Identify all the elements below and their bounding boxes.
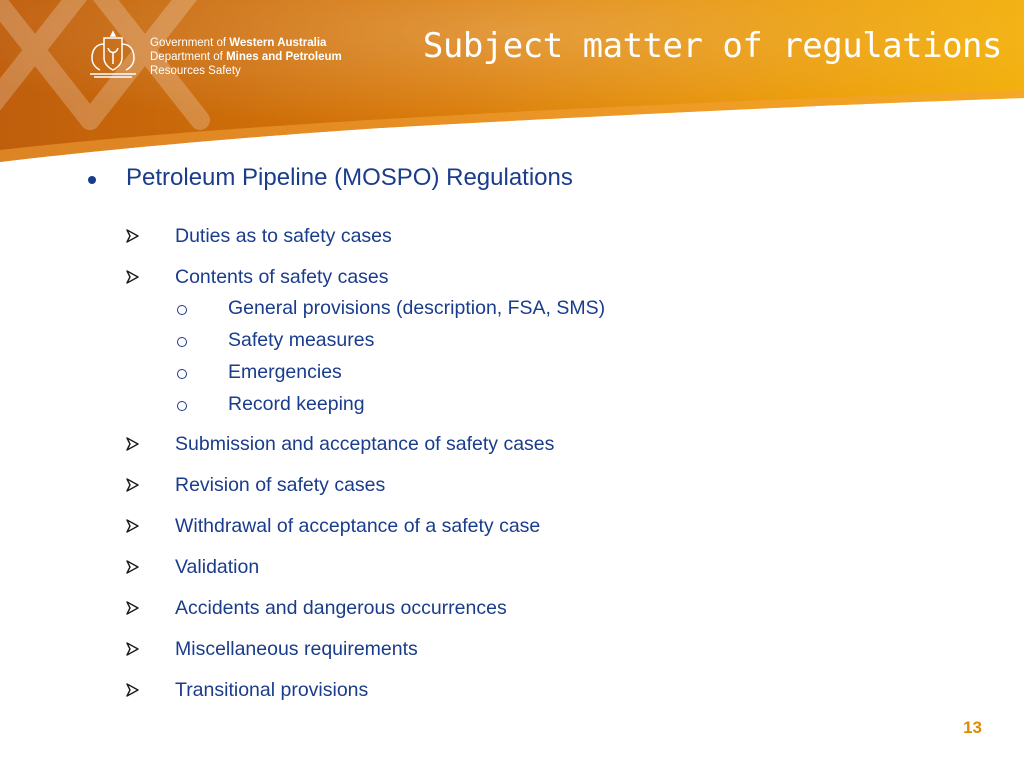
arrowhead-bullet-icon xyxy=(124,682,140,698)
org-line-1: Government of Western Australia xyxy=(150,37,327,49)
arrowhead-bullet-icon xyxy=(124,477,140,493)
arrowhead-bullet-icon xyxy=(124,559,140,575)
organization-name xyxy=(150,36,342,78)
arrowhead-bullet-icon xyxy=(124,518,140,534)
bullet-dot-icon xyxy=(88,176,96,184)
arrowhead-bullet-icon xyxy=(124,436,140,452)
slide: Government of Western Australia Department of Mines and Petroleum Resources Safety Subject matter of regulations Petroleum Pipeline (MOSPO) Regulations Duties as to safety cases Contents of safety cases General provisions (description, FSA, SMS) Safety measures Emergencies Record keeping Submission and acceptance of safety cases Revision of safety cases Withdrawal of acceptance of a safety case Validation Accidents and dangerous occurrences Miscellaneous requirements Transitional provisions 13 xyxy=(0,0,1024,768)
circle-bullet-icon xyxy=(177,305,187,315)
circle-bullet-icon xyxy=(177,337,187,347)
slide-title: Subject matter of regulations xyxy=(422,26,1002,66)
arrowhead-bullet-icon xyxy=(124,641,140,657)
main-bullet-text: Petroleum Pipeline (MOSPO) Regulations xyxy=(126,164,573,191)
circle-bullet-icon xyxy=(177,401,187,411)
circle-bullet-icon xyxy=(177,369,187,379)
org-line-3: Resources Safety xyxy=(150,65,241,77)
arrowhead-bullet-icon xyxy=(124,600,140,616)
page-number: 13 xyxy=(963,718,982,737)
arrowhead-bullet-icon xyxy=(124,269,140,285)
org-line-2: Department of Mines and Petroleum xyxy=(150,51,342,63)
wa-government-crest-icon xyxy=(84,30,142,80)
arrowhead-bullet-icon xyxy=(124,228,140,244)
